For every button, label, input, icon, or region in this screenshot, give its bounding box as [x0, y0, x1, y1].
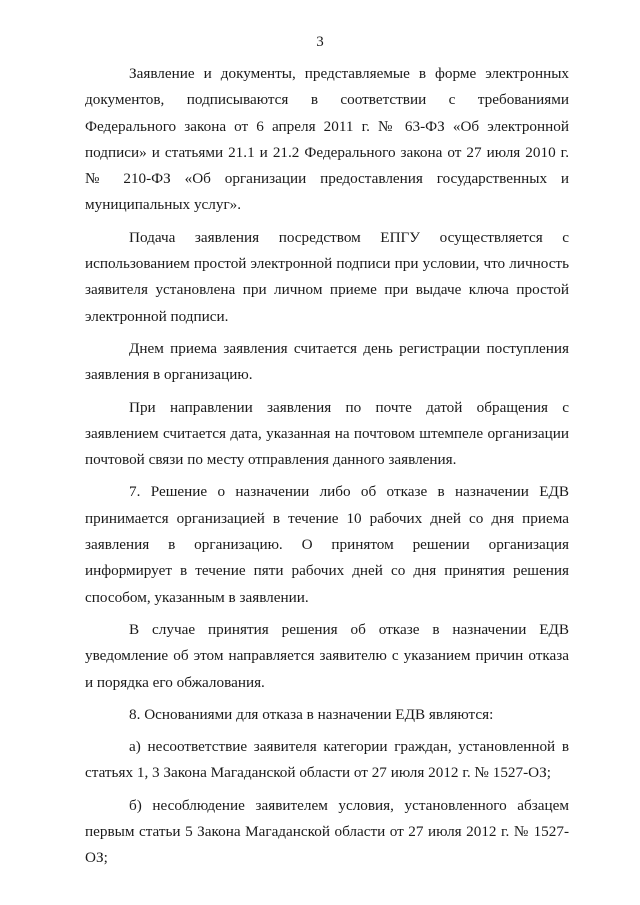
document-body	[85, 61, 569, 878]
paragraph-item-8b: б) несоблюдение заявителем условия, установленного абзацем первым статьи 5 Закона Магаданской области от 27 июля 2012 г. № 1527-ОЗ;	[85, 796, 569, 867]
page-number: 3	[316, 34, 324, 50]
paragraph-refusal-notice: В случае принятия решения об отказе в назначении ЕДВ уведомление об этом направляется заявителю с указанием причин отказа и порядка его обжалования.	[85, 620, 569, 691]
paragraph-epgu-submission: Подача заявления посредством ЕПГУ осуществляется с использованием простой электронной подписи при условии, что личность заявителя установлена при личном приеме при выдаче ключа простой электронной подписи.	[85, 228, 569, 325]
paragraph-item-8-heading: 8. Основаниями для отказа в назначении ЕДВ являются:	[129, 705, 494, 723]
paragraph-item-8a: а) несоответствие заявителя категории граждан, установленной в статьях 1, 3 Закона Магаданской области от 27 июля 2012 г. № 1527-ОЗ;	[85, 738, 569, 782]
paragraph-item-7-decision: 7. Решение о назначении либо об отказе в назначении ЕДВ принимается организацией в течение 10 рабочих дней со дня приема заявления в организацию. О принятом решении организация информирует в течение пяти рабочих дней со дня принятия решения способом, указанным в заявлении.	[85, 483, 569, 606]
paragraph-postal-submission: При направлении заявления по почте датой обращения с заявлением считается дата, указанная на почтовом штемпеле организации почтовой связи по месту отправления данного заявления.	[85, 398, 569, 469]
paragraph-electronic-documents: Заявление и документы, представляемые в форме электронных документов, подписываются в соответствии с требованиями Федерального закона от 6 апреля 2011 г. № 63-ФЗ «Об электронной подписи» и статьями 21.1 и 21.2 Федерального закона от 27 июля 2010 г. № 210-ФЗ «Об организации предоставления государственных и муниципальных услуг».	[85, 65, 569, 214]
paragraph-reception-day: Днем приема заявления считается день регистрации поступления заявления в организацию.	[85, 339, 569, 384]
